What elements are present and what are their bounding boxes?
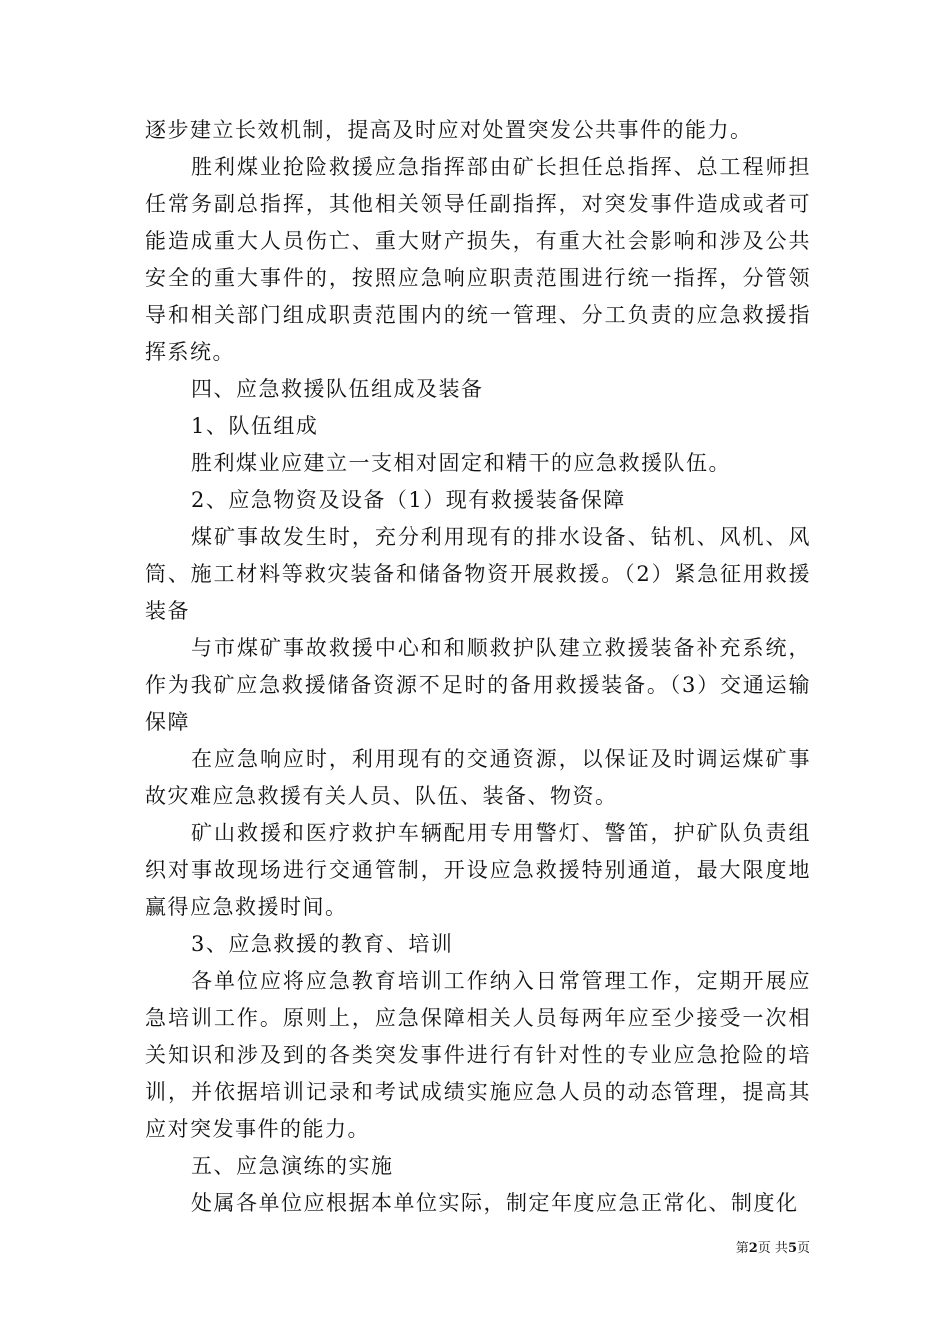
paragraph-9: 处属各单位应根据本单位实际，制定年度应急正常化、制度化	[191, 1191, 799, 1215]
paragraph-2: 胜利煤业抢险救援应急指挥部由矿长担任总指挥、总工程师担任常务副总指挥，其他相关领导任副指挥，对突发事件造成或者可能造成重大人员伤亡、重大财产损失，有重大社会影响和涉及公共安全的重大事件的，按照应急响应职责范围进行统一指挥，分管领导和相关部门组成职责范围内的统一管理、分工负责的应急救援指挥系统。	[145, 155, 811, 364]
paragraph-6: 在应急响应时，利用现有的交通资源，以保证及时调运煤矿事故灾难应急救援有关人员、队伍、装备、物资。	[145, 747, 811, 808]
footer-suffix: 页	[796, 1241, 810, 1256]
paragraph-3: 胜利煤业应建立一支相对固定和精干的应急救援队伍。	[191, 451, 731, 475]
subsection-heading-2: 2、应急物资及设备（1）现有救援装备保障	[191, 488, 626, 512]
subsection-heading-3: 3、应急救援的教育、培训	[191, 932, 454, 956]
section-heading-4: 四、应急救援队伍组成及装备	[191, 377, 484, 401]
paragraph-4: 煤矿事故发生时，充分利用现有的排水设备、钻机、风机、风筒、施工材料等救灾装备和储备物资开展救援。（2）紧急征用救援装备	[145, 525, 811, 623]
section-heading-5: 五、应急演练的实施	[191, 1154, 394, 1178]
footer-prefix: 第	[735, 1241, 749, 1256]
footer-current-page: 2	[748, 1241, 758, 1256]
subsection-heading-1: 1、队伍组成	[191, 414, 319, 438]
paragraph-1: 逐步建立长效机制，提高及时应对处置突发公共事件的能力。	[145, 118, 753, 142]
paragraph-5: 与市煤矿事故救援中心和和顺救护队建立救援装备补充系统，作为我矿应急救援储备资源不足时的备用救援装备。（3）交通运输保障	[145, 636, 811, 734]
paragraph-7: 矿山救援和医疗救护车辆配用专用警灯、警笛，护矿队负责组织对事故现场进行交通管制，开设应急救援特别通道，最大限度地赢得应急救援时间。	[145, 821, 811, 919]
page-number-footer	[700, 1240, 810, 1258]
footer-total-pages: 5	[787, 1241, 797, 1256]
document-body	[145, 112, 811, 1222]
footer-middle: 页 共	[757, 1241, 788, 1256]
paragraph-8: 各单位应将应急教育培训工作纳入日常管理工作，定期开展应急培训工作。原则上，应急保障相关人员每两年应至少接受一次相关知识和涉及到的各类突发事件进行有针对性的专业应急抢险的培训，并依据培训记录和考试成绩实施应急人员的动态管理，提高其应对突发事件的能力。	[145, 969, 811, 1141]
